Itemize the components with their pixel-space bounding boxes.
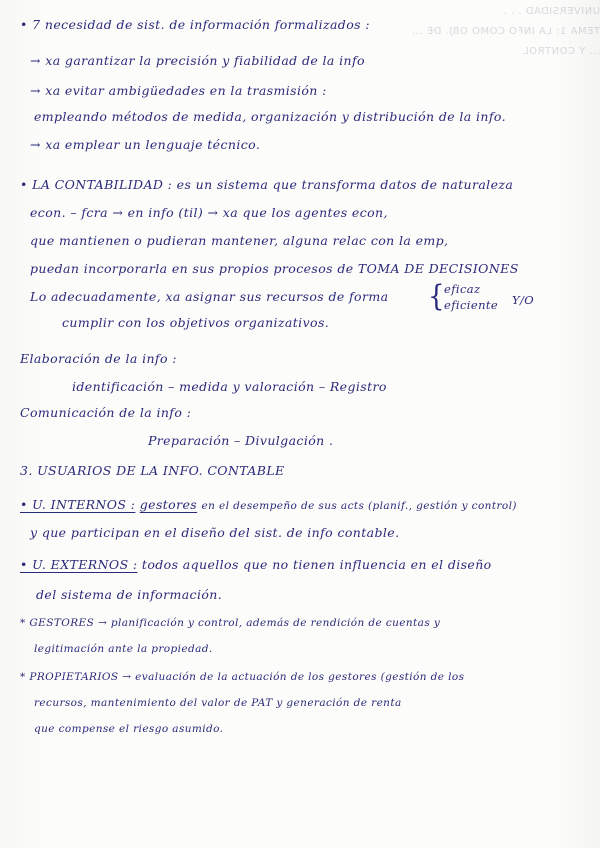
note-line-5: → xa emplear un lenguaje técnico. [30, 137, 261, 152]
label-gestores: gestores [139, 497, 198, 512]
note-line-11: cumplir con los objetivos organizativos. [62, 315, 330, 330]
note-line-4: empleando métodos de medida, organización y distribución de la info. [34, 109, 506, 124]
note-line-19 [20, 556, 492, 574]
note-line-14: Comunicación de la info : [20, 405, 192, 420]
note-line-25: que compense el riesgo asumido. [34, 723, 224, 735]
internos-desc: en el desempeño de sus acts (planif., gestión y control) [201, 500, 517, 512]
note-line-23: * PROPIETARIOS → evaluación de la actuación de los gestores (gestión de los [20, 671, 465, 683]
brace-mark: { [428, 280, 445, 314]
label-externos: • U. EXTERNOS : [20, 557, 138, 572]
note-eficiente: eficiente [444, 298, 499, 312]
label-internos: • U. INTERNOS : [20, 497, 136, 512]
note-line-21: * GESTORES → planificación y control, además de rendición de cuentas y [20, 617, 441, 629]
bleed-through-text: UNIVERSIDAD . . . TEMA 1: LA INFO COMO OBJ. DE ... ... Y CONTROL [411, 6, 600, 57]
note-eficaz: eficaz [444, 282, 481, 296]
section-heading-usuarios: 3. USUARIOS DE LA INFO. CONTABLE [20, 463, 285, 478]
note-line-9: puedan incorporarla en sus propios procesos de TOMA DE DECISIONES [30, 261, 519, 276]
note-line-3: → xa evitar ambigüedades en la trasmisión : [30, 83, 327, 98]
note-line-2: → xa garantizar la precisión y fiabilidad de la info [30, 53, 365, 68]
note-line-18: y que participan en el diseño del sist. de info contable. [30, 525, 400, 540]
note-line-12: Elaboración de la info : [20, 351, 177, 366]
note-yo: Y/O [512, 293, 535, 307]
note-line-24: recursos, mantenimiento del valor de PAT y generación de renta [34, 697, 402, 709]
note-line-17 [20, 496, 517, 515]
note-line-20: del sistema de información. [36, 587, 223, 602]
note-line-7: econ. – fcra → en info (til) → xa que los agentes econ, [30, 205, 388, 220]
note-line-22: legitimación ante la propiedad. [34, 643, 213, 655]
note-line-13: identificación – medida y valoración – Registro [72, 379, 387, 394]
note-line-6: • LA CONTABILIDAD : es un sistema que transforma datos de naturaleza [20, 177, 514, 192]
externos-desc: todos aquellos que no tienen influencia en el diseño [141, 557, 492, 572]
note-line-15: Preparación – Divulgación . [148, 433, 334, 448]
note-line-10: Lo adecuadamente, xa asignar sus recursos de forma [30, 289, 389, 304]
note-line-1: • 7 necesidad de sist. de información formalizados : [20, 17, 370, 32]
note-line-8: que mantienen o pudieran mantener, alguna relac con la emp, [30, 233, 449, 248]
